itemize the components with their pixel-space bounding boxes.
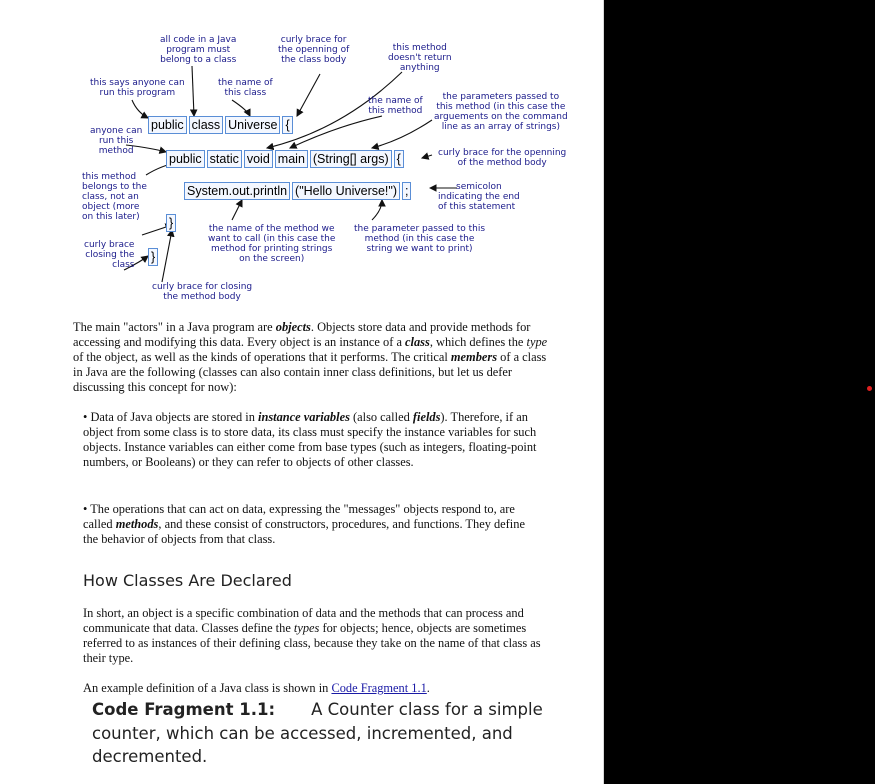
token-semicolon: ; [402,182,411,200]
diagram-arrows [82,30,582,312]
annotation-curly-close-class: curly brace closing the class [84,240,135,270]
caption-text: A Counter class for a simple counter, which can be accessed, incremented, and decremented. [92,700,543,766]
arrow-to-args [372,120,432,148]
arrow-to-string [372,200,382,220]
annotation-anyone-run-method: anyone can run this method [90,126,143,156]
code-line-class-declaration [148,116,295,134]
bullet-methods: • The operations that can act on data, expressing the "messages" objects respond to, are called methods, and these consist of constructors, procedures, and functions. They define the behavior of objects from that class. [83,502,525,546]
bullet-dot: • [83,502,88,516]
token-open-brace: { [282,116,292,134]
annotation-method-to-call: the name of the method we want to call (in this case the method for printing strings on the screen) [208,224,336,264]
token-main: main [275,150,308,168]
code-fragment-link[interactable]: Code Fragment 1.1 [331,681,427,695]
code-line-main-method [166,150,406,168]
token-class-name: Universe [225,116,280,134]
annotation-param-passed: the parameter passed to this method (in this case the string we want to print) [354,224,486,254]
java-program-diagram [82,30,582,312]
annotation-anyone-run-program: this says anyone can run this program [90,78,185,98]
annotation-all-code: all code in a Java program must belong to a class [160,35,237,65]
annotation-curly-open-class: curly brace for the openning of the class body [278,35,350,65]
annotation-belongs-to-class: this method belongs to the class, not an object (more on this later) [82,172,147,222]
annotation-parameters: the parameters passed to this method (in this case the arguements on the command line as an array of strings) [434,92,568,132]
token-open-brace: { [394,150,404,168]
caption-label: Code Fragment 1.1: [92,700,276,719]
example-definition-paragraph: An example definition of a Java class is shown in Code Fragment 1.1. [83,681,430,695]
token-public: public [148,116,187,134]
token-args: (String[] args) [310,150,392,168]
token-println: System.out.println [184,182,290,200]
token-void: void [244,150,273,168]
arrow-to-method-brace [422,155,432,158]
annotation-method-name: the name of this method [368,96,423,116]
annotation-curly-close-method: curly brace for closing the method body [152,282,253,302]
code-line-close-class [148,248,160,266]
section-heading: How Classes Are Declared [83,571,292,590]
code-line-println [184,182,413,200]
intro-paragraph: The main "actors" in a Java program are objects. Objects store data and provide methods for accessing and modifying this data. Every object is an instance of a class, which defines the type of the object, as well as the kinds of operations that it performs. The critical members of a class in Java are the following (classes can also contain inner class definitions, but let us defer discussing this concept for now): [73,320,548,394]
token-class: class [189,116,223,134]
token-string-argument: ("Hello Universe!") [292,182,400,200]
classes-declared-paragraph: In short, an object is a specific combination of data and the methods that can process and communicate that data. Classes define the types for objects; hence, objects are sometimes referred to as instances of their defining class, because they take on the name of that class as their type. [83,606,541,665]
arrow-to-universe [232,100,250,116]
arrow-to-public-class [132,100,148,118]
arrow-to-class-keyword [192,66,194,116]
annotation-semicolon: semicolon indicating the end of this statement [438,182,520,212]
arrow-to-println [232,200,242,220]
token-static: static [207,150,242,168]
arrow-to-class-brace [297,74,320,116]
arrow-from-close-method [162,230,172,282]
bullet-dot: • [83,410,88,424]
bullet-instance-variables: • Data of Java objects are stored in instance variables (also called fields). Therefore, if an object from some class is to store data, its class must specify the instance variables for such objects. Instance variables can either come from base types (such as integers, floating-point numbers, or Booleans) or they can refer to objects of other classes. [83,410,537,469]
annotation-curly-open-method: curly brace for the openning of the method body [438,148,567,168]
token-close-brace-method: } [166,214,176,232]
token-close-brace-class: } [148,248,158,266]
code-line-close-method [166,214,178,232]
annotation-class-name: the name of this class [218,78,273,98]
annotation-no-return: this method doesn't return anything [388,43,452,73]
viewer-background [604,0,875,784]
code-fragment-caption [92,698,562,769]
red-dot-marker [867,386,872,391]
token-public: public [166,150,205,168]
